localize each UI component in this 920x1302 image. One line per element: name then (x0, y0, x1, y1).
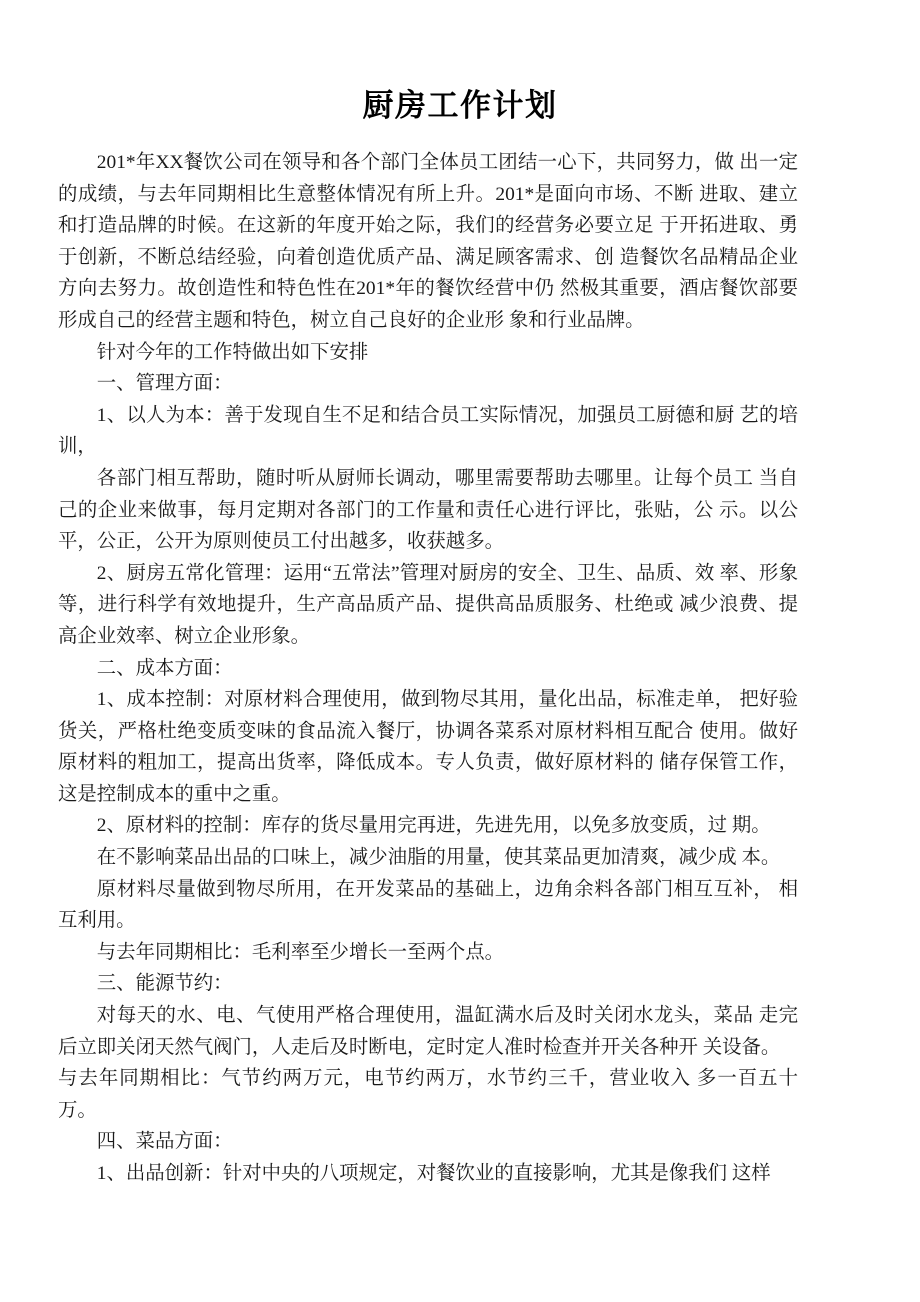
paragraph: 与去年同期相比：气节约两万元，电节约两万，水节约三千，营业收入 多一百五十万。 (58, 1068, 798, 1121)
section-heading: 三、能源节约： (96, 973, 233, 995)
paragraph: 1、以人为本：善于发现自生不足和结合员工实际情况，加强员工厨德和厨 艺的培训， (58, 404, 798, 458)
paragraph: 201*年XX餐饮公司在领导和各个部门全体员工团结一心下，共同努力，做 出一定的成绩，与去年同期相比生意整体情况有所上升。201*是面向市场、不断 进取、建立和打造品牌的时候。在这新的年度开始之际，我们的经营务必要立足 于开拓进取、勇于创新，不断总结经验，向着创造优质产品、满足顾客需求、创 造餐饮名品精品企业方向去努力。故创造性和特色性在201*年的餐饮经营中仍 然极其重要，酒店餐饮部要形成自己的经营主题和特色，树立自己良好的企业形 象和行业品牌。 (58, 152, 798, 331)
page-title: 厨房工作计划 (362, 88, 558, 123)
paragraph: 针对今年的工作特做出如下安排 (96, 341, 369, 363)
section-heading: 四、菜品方面： (96, 1131, 233, 1153)
paragraph: 1、成本控制：对原材料合理使用，做到物尽其用，量化出品，标准走单， 把好验货关，严格杜绝变质变味的食品流入餐厅，协调各菜系对原材料相互配合 使用。做好原材料的粗加工，提高出货率，降低成本。专人负责，做好原材料的 储存保管工作，这是控制成本的重中之重。 (58, 689, 798, 805)
paragraph: 与去年同期相比：毛利率至少增长一至两个点。 (96, 941, 504, 963)
section-heading: 二、成本方面： (96, 657, 233, 679)
paragraph: 在不影响菜品出品的口味上，减少油脂的用量，使其菜品更加清爽，减少成 本。 (96, 847, 781, 869)
paragraph: 1、出品创新：针对中央的八项规定，对餐饮业的直接影响，尤其是像我们 这样 (96, 1163, 771, 1184)
paragraph: 2、原材料的控制：库存的货尽量用完再进，先进先用，以免多放变质，过 期。 (96, 815, 771, 837)
paragraph: 各部门相互帮助，随时听从厨师长调动，哪里需要帮助去哪里。让每个员工 当自己的企业来做事，每月定期对各部门的工作量和责任心进行评比，张贴，公 示。以公平，公正，公开为原则使员工付出越多，收获越多。 (58, 467, 798, 553)
document-body (58, 147, 798, 1190)
paragraph: 对每天的水、电、气使用严格合理使用，温缸满水后及时关闭水龙头，菜品 走完后立即关闭天然气阀门，人走后及时断电，定时定人准时检查并开关各种开 关设备。 (58, 1005, 798, 1058)
paragraph: 2、厨房五常化管理：运用“五常法”管理对厨房的安全、卫生、品质、效 率、形象等，进行科学有效地提升，生产高品质产品、提供高品质服务、杜绝或 减少浪费、提高企业效率、树立企业形象。 (58, 562, 798, 647)
section-heading: 一、管理方面： (96, 373, 233, 395)
paragraph: 原材料尽量做到物尽所用，在开发菜品的基础上，边角余料各部门相互互补， 相互利用。 (58, 878, 798, 932)
